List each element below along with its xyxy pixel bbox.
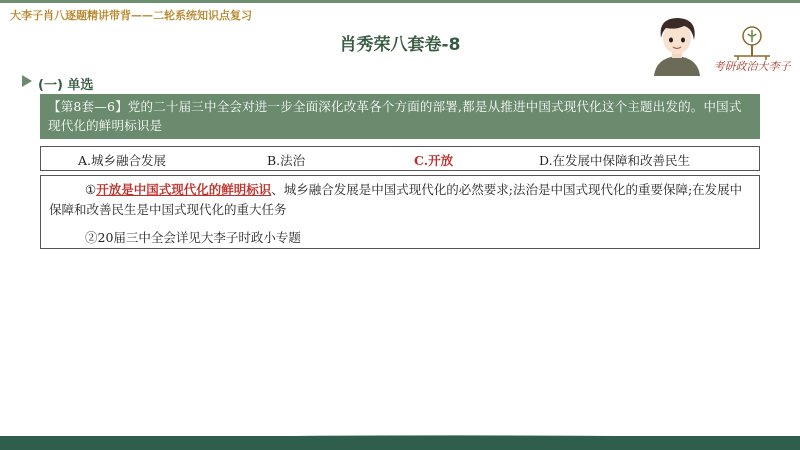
footer-bar [0,436,800,450]
option-d: D.在发展中保障和改善民生 [539,153,691,168]
explanation-point-1: ①开放是中国式现代化的鲜明标识、城乡融合发展是中国式现代化的必然要求;法治是中国式现代化的重要保障;在发展中保障和改善民生是中国式现代化的重大任务 [49,182,743,217]
avatar-illustration [648,14,706,76]
logo-wordmark: 考研政治大李子 [713,60,791,73]
page-title: 肖秀荣八套卷-8 [339,35,461,55]
top-accent-line [0,0,800,3]
option-b: B.法治 [267,153,306,168]
section-heading: (一) 单选 [38,78,94,93]
course-header: 大李子肖八逐题精讲带背——二轮系统知识点复习 [10,9,252,22]
option-c-correct: C.开放 [414,153,454,168]
option-a: A.城乡融合发展 [78,153,167,168]
key-answer-highlight: 开放是中国式现代化的鲜明标识 [96,182,272,197]
explanation-point-2: ②20届三中全会详见大李子时政小专题 [85,230,301,245]
section-arrow-icon [20,73,34,89]
answer-explanation-box [40,175,760,249]
options-box [40,146,760,171]
question-box: 【第8套—6】党的二十届三中全会对进一步全面深化改革各个方面的部署,都是从推进中国式现代化这个主题出发的。中国式现代化的鲜明标识是 [40,94,760,139]
